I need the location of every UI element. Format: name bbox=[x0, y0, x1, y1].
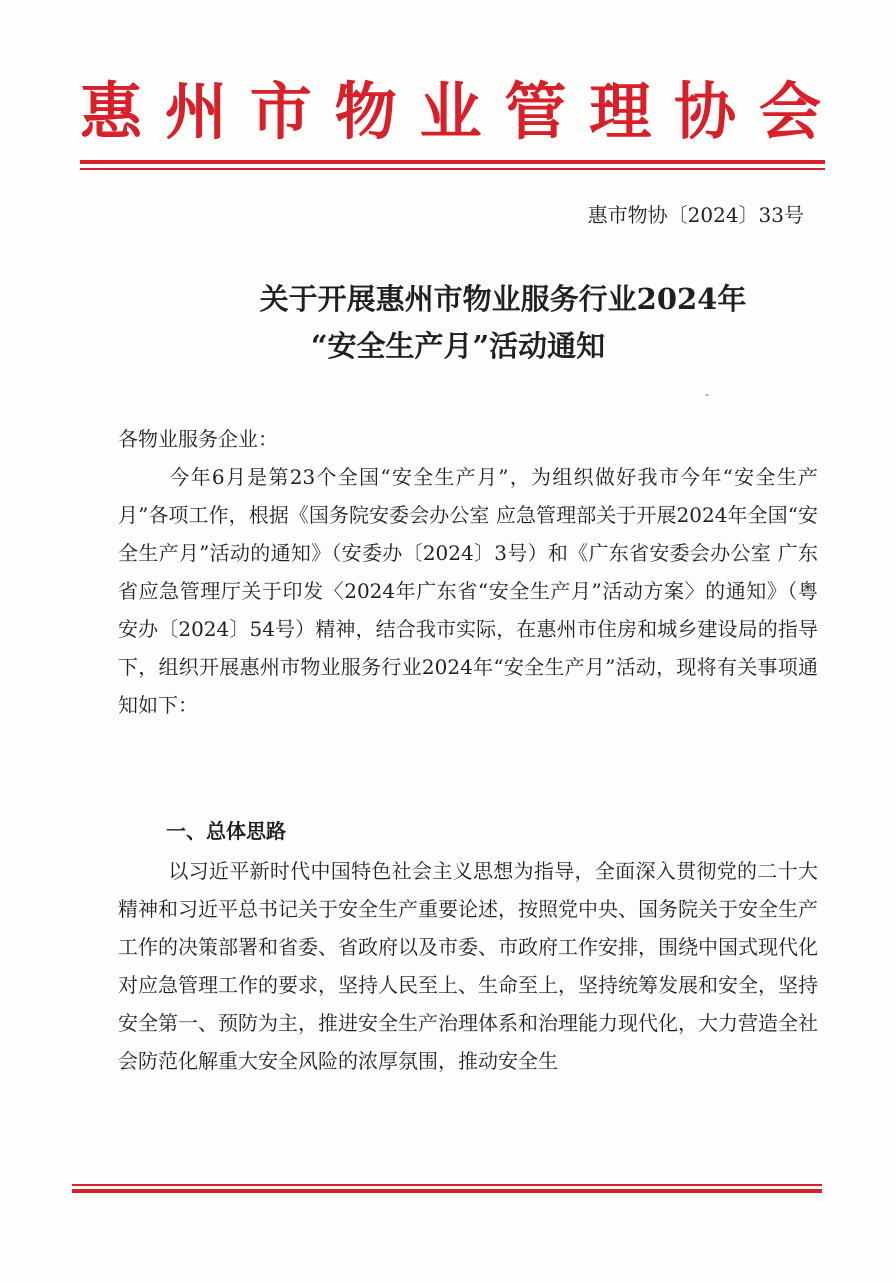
body-paragraph-1-text: 今年6月是第23个全国“安全生产月”，为组织做好我市今年“安全生产月”各项工作，根据《国务院安委会办公室 应急管理部关于开展2024年全国“安全生产月”活动的通知》（安委办〔2024〕3号）和《广东省安委会办公室 广东省应急管理厅关于印发〈2024年广东省“安全生产月”活动方案〉的通知》（粤安办〔2024〕54号）精神，结合我市实际，在惠州市住房和城乡建设局的指导下，组织开展惠州市物业服务行业2024年“安全生产月”活动，现将有关事项通知如下： bbox=[118, 465, 818, 717]
section-heading-1: 一、总体思路 bbox=[166, 819, 286, 843]
letterhead-org-name: 惠州市物业管理协会 bbox=[80, 75, 825, 148]
body-paragraph-1 bbox=[118, 458, 818, 724]
letterhead-rule-top-thin bbox=[80, 168, 825, 170]
body-paragraph-2-text: 以习近平新时代中国特色社会主义思想为指导，全面深入贯彻党的二十大精神和习近平总书记关于安全生产重要论述，按照党中央、国务院关于安全生产工作的决策部署和省委、省政府以及市委、市政府工作安排，围绕中国式现代化对应急管理工作的要求，坚持人民至上、生命至上，坚持统筹发展和安全，坚持安全第一、预防为主，推进安全生产治理体系和治理能力现代化，大力营造全社会防范化解重大安全风险的浓厚氛围，推动安全生 bbox=[118, 859, 818, 1073]
scan-speck bbox=[705, 394, 709, 396]
footer-rule-thick bbox=[72, 1189, 822, 1193]
body-paragraph-2 bbox=[118, 852, 818, 1080]
footer-rule-thin bbox=[72, 1184, 822, 1186]
letterhead-rule-top-thick bbox=[80, 160, 825, 164]
document-title-line-1: 关于开展惠州市物业服务行业2024年 bbox=[259, 282, 747, 316]
salutation: 各物业服务企业： bbox=[118, 427, 278, 451]
document-number: 惠市物协〔2024〕33号 bbox=[587, 203, 804, 227]
document-title-line-2: “安全生产月”活动通知 bbox=[310, 329, 606, 363]
